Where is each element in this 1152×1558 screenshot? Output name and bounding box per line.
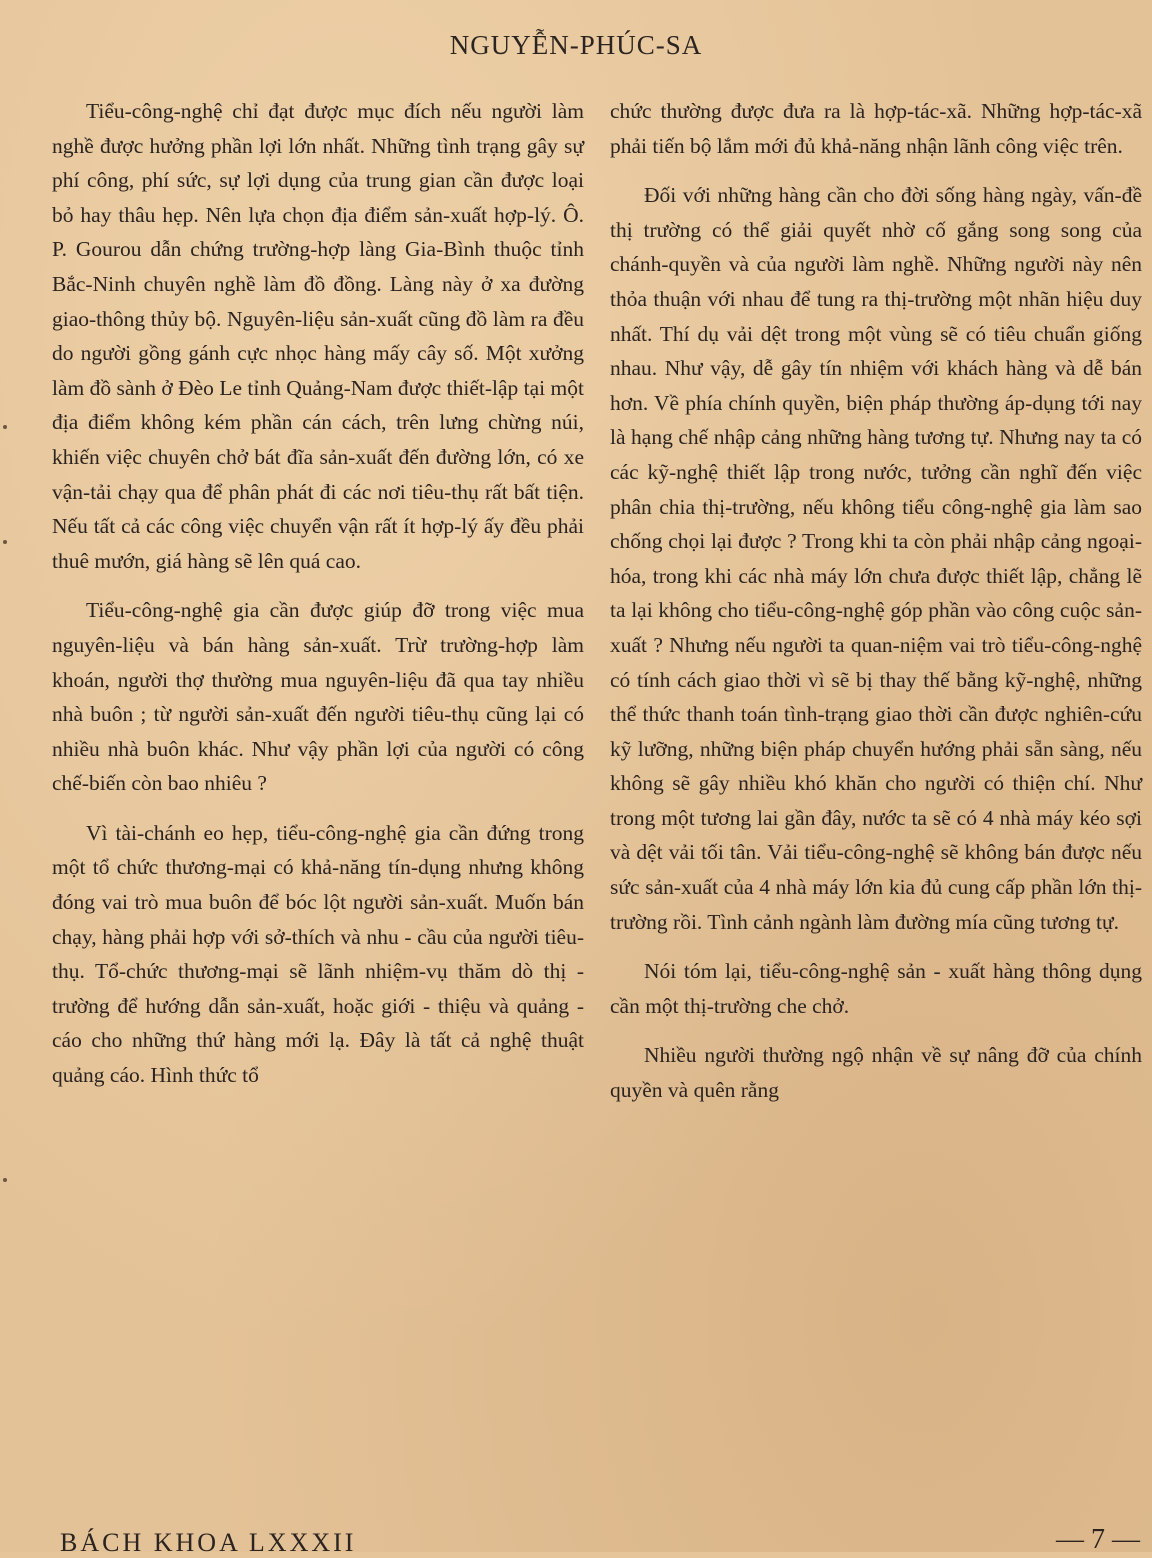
- text-columns: [52, 94, 1142, 1514]
- paragraph: Vì tài-chánh eo hẹp, tiểu-công-nghệ gia cần đứng trong một tổ chức thương-mại có khả-năng tín-dụng nhưng không đóng vai trò mua buôn để bóc lột người sản-xuất. Muốn bán chạy, hàng phải hợp với sở-thích và nhu - cầu của người tiêu-thụ. Tổ-chức thương-mại sẽ lãnh nhiệm-vụ thăm dò thị - trường để hướng dẫn sản-xuất, hoặc giới - thiệu và quảng - cáo cho những thứ hàng mới lạ. Đây là tất cả nghệ thuật quảng cáo. Hình thức tổ: [52, 820, 584, 1088]
- paragraph: Nhiều người thường ngộ nhận về sự nâng đỡ của chính quyền và quên rằng: [610, 1043, 1142, 1103]
- margin-speck: [3, 1178, 7, 1182]
- paragraph: Nói tóm lại, tiểu-công-nghệ sản - xuất hàng thông dụng cần một thị-trường che chở.: [610, 959, 1142, 1018]
- paragraph: Tiểu-công-nghệ chỉ đạt được mục đích nếu người làm nghề được hưởng phần lợi lớn nhất. Những tình trạng gây sự phí công, phí sức, sự lợi dụng của trung gian cần được loại bỏ hay thâu hẹp. Nên lựa chọn địa điểm sản-xuất hợp-lý. Ô. P. Gourou dẫn chứng trường-hợp làng Gia-Bình thuộc tỉnh Bắc-Ninh chuyên nghề làm đồ đồng. Làng này ở xa đường giao-thông thủy bộ. Nguyên-liệu sản-xuất cũng đồ làm ra đều do người gồng gánh cực nhọc hàng mấy cây số. Một xưởng làm đồ sành ở Đèo Le tỉnh Quảng-Nam được thiết-lập tại một địa điểm không kém phần cán cách, trên lưng chừng núi, khiến việc chuyên chở bát đĩa sản-xuất đến đường lớn, có xe vận-tải chạy qua để phân phát đi các nơi tiêu-thụ rất bất tiện. Nếu tất cả các công việc chuyển vận rất ít hợp-lý ấy đều phải thuê mướn, giá hàng sẽ lên quá cao.: [52, 99, 584, 573]
- page-number: — 7 —: [1056, 1524, 1140, 1555]
- paragraph-continued: chức thường được đưa ra là hợp-tác-xã. Những hợp-tác-xã phải tiến bộ lắm mới đủ khả-năng nhận lãnh công việc trên.: [610, 99, 1142, 158]
- publication-footer: BÁCH KHOA LXXXII: [60, 1528, 357, 1557]
- margin-speck: [3, 540, 7, 544]
- margin-speck: [3, 425, 7, 429]
- right-column: [610, 94, 1142, 1514]
- running-title: NGUYỄN-PHÚC-SA: [449, 30, 703, 60]
- left-column: [52, 94, 584, 1514]
- paragraph: Tiểu-công-nghệ gia cần được giúp đỡ trong việc mua nguyên-liệu và bán hàng sản-xuất. Trừ trường-hợp làm khoán, người thợ thường mua nguyên-liệu đã qua tay nhiều nhà buôn ; từ người sản-xuất đến người tiêu-thụ cũng lại có nhiều nhà buôn khác. Như vậy phần lợi của người có công chế-biến còn bao nhiêu ?: [52, 598, 584, 796]
- paragraph: Đối với những hàng cần cho đời sống hàng ngày, vấn-đề thị trường có thể giải quyết nhờ cố gắng song song của chánh-quyền và của người làm nghề. Những người này nên thỏa thuận với nhau để tung ra thị-trường một nhãn hiệu duy nhất. Thí dụ vải dệt trong một vùng sẽ có tiêu chuẩn giống nhau. Như vậy, dễ gây tín nhiệm với khách hàng và dễ bán hơn. Về phía chính quyền, biện pháp thường áp-dụng tới nay là hạng chế nhập cảng những hàng tương tự. Nhưng nay ta có các kỹ-nghệ thiết lập trong nước, tưởng cần nghĩ đến việc phân chia thị-trường, nếu không tiểu công-nghệ gia làm sao chống chọi lại được ? Trong khi ta còn phải nhập cảng ngoại-hóa, trong khi các nhà máy lớn chưa được thiết lập, chẳng lẽ ta lại không cho tiểu-công-nghệ góp phần vào công cuộc sản-xuất ? Nhưng nếu người ta quan-niệm vai trò tiểu-công-nghệ có tính cách giao thời vì sẽ bị thay thế bằng kỹ-nghệ, những thể thức thanh toán tình-trạng giao thời cần được nghiên-cứu kỹ lưỡng, những biện pháp chuyển hướng phải sẵn sàng, nếu không sẽ gây nhiều khó khăn cho người có thiện chí. Như trong một tương lai gần đây, nước ta sẽ có 4 nhà máy kéo sợi và dệt vải tối tân. Vải tiểu-công-nghệ sẽ không bán được nếu sức sản-xuất của 4 nhà máy lớn kia đủ cung cấp phần lớn thị-trường rồi. Tình cảnh ngành làm đường mía cũng tương tự.: [610, 183, 1142, 934]
